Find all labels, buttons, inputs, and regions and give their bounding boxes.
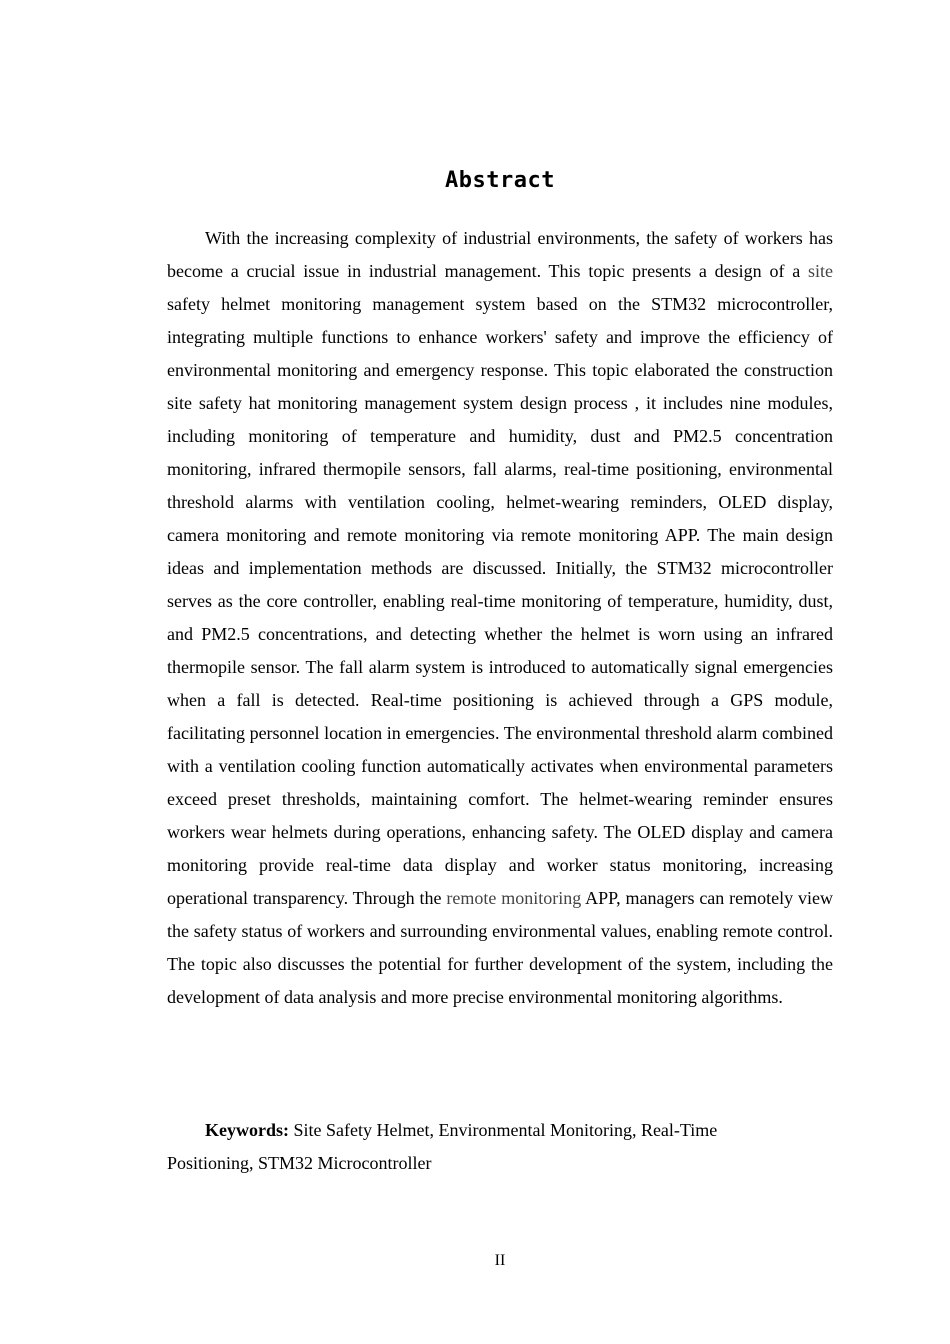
page-number: II	[494, 1252, 506, 1269]
abstract-text-highlight-site: site	[808, 261, 833, 281]
abstract-text-part-3: APP, managers can remotely view the safety status of workers and surrounding environmental values, enabling remote control. The topic also discusses the potential for further development of the system, including the development of data analysis and more precise environmental monitoring algorithms.	[167, 888, 833, 1007]
abstract-paragraph	[167, 222, 833, 1014]
abstract-text-part-2: safety helmet monitoring management system based on the STM32 microcontroller, integrating multiple functions to enhance workers' safety and improve the efficiency of environmental monitoring and emergency response. This topic elaborated the construction site safety hat monitoring management system design process , it includes nine modules, including monitoring of temperature and humidity, dust and PM2.5 concentration monitoring, infrared thermopile sensors, fall alarms, real-time positioning, environmental threshold alarms with ventilation cooling, helmet-wearing reminders, OLED display, camera monitoring and remote monitoring via remote monitoring APP. The main design ideas and implementation methods are discussed. Initially, the STM32 microcontroller serves as the core controller, enabling real-time monitoring of temperature, humidity, dust, and PM2.5 concentrations, and detecting whether the helmet is worn using an infrared thermopile sensor. The fall alarm system is introduced to automatically signal emergencies when a fall is detected. Real-time positioning is achieved through a GPS module, facilitating personnel location in emergencies. The environmental threshold alarm combined with a ventilation cooling function automatically activates when environmental parameters exceed preset thresholds, maintaining comfort. The helmet-wearing reminder ensures workers wear helmets during operations, enhancing safety. The OLED display and camera monitoring provide real-time data display and worker status monitoring, increasing operational transparency. Through the	[167, 294, 833, 908]
keywords-text: Site Safety Helmet, Environmental Monitoring, Real-Time Positioning, STM32 Microcontroller	[167, 1120, 718, 1173]
abstract-text-highlight-remote-monitoring: remote monitoring	[446, 888, 582, 908]
abstract-text-part-1: With the increasing complexity of industrial environments, the safety of workers has become a crucial issue in industrial management. This topic presents a design of a	[167, 228, 833, 281]
keywords-label: Keywords:	[205, 1120, 289, 1140]
abstract-body	[167, 222, 833, 1014]
keywords-paragraph	[167, 1114, 787, 1180]
abstract-title: Abstract	[445, 168, 555, 193]
